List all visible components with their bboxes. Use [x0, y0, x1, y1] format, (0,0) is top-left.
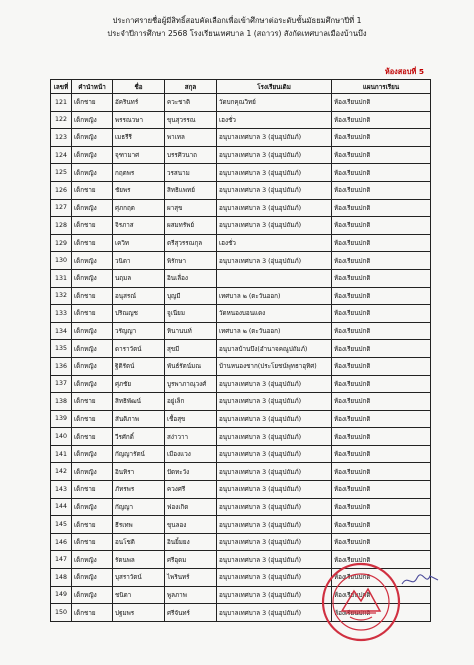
table-row [51, 516, 431, 534]
table-cell: อนุบาลเทศบาล 3 (อุ่นอุปถัมภ์) [217, 146, 332, 164]
column-header: โรงเรียนเดิม [217, 80, 332, 94]
table-cell: กัญญา [113, 498, 165, 516]
table-cell: เด็กชาย [72, 481, 113, 499]
table-row [51, 181, 431, 199]
table-cell: ห้องเรียนปกติ [332, 533, 431, 551]
table-cell: บุญมี [165, 287, 217, 305]
table-cell: เด็กหญิง [72, 164, 113, 182]
table-cell: หินานนท์ [165, 322, 217, 340]
table-cell: ภัทรพร [113, 481, 165, 499]
table-cell: อยู่เล็ก [165, 393, 217, 411]
table-row [51, 340, 431, 358]
table-cell: 138 [51, 393, 72, 411]
table-cell: ห้องเรียนปกติ [332, 340, 431, 358]
table-cell: 144 [51, 498, 72, 516]
table-cell: อนุสรณ์ [113, 287, 165, 305]
table-cell: ห้องเรียนปกติ [332, 375, 431, 393]
table-cell: เด็กชาย [72, 428, 113, 446]
table-cell: ห้องเรียนปกติ [332, 252, 431, 270]
table-row [51, 445, 431, 463]
table-cell: ห้องเรียนปกติ [332, 357, 431, 375]
column-header: ชื่อ [113, 80, 165, 94]
table-cell: 134 [51, 322, 72, 340]
table-cell: 131 [51, 269, 72, 287]
table-cell: ห้องเรียนปกติ [332, 181, 431, 199]
table-cell: อนุบาลเทศบาล 3 (อุ่นอุปถัมภ์) [217, 498, 332, 516]
table-cell: 148 [51, 569, 72, 587]
table-cell: เด็กหญิง [72, 322, 113, 340]
table-cell: วรสนาม [165, 164, 217, 182]
table-cell: อนุบาลเทศบาล 3 (อุ่นอุปถัมภ์) [217, 375, 332, 393]
table-cell: ควะชาติ [165, 94, 217, 112]
table-cell: ขุนสุวรรณ [165, 111, 217, 129]
table-row [51, 111, 431, 129]
table-cell: สิทธิแพทย์ [165, 181, 217, 199]
table-cell: ปริณญช [113, 305, 165, 323]
table-cell: เฮงชั่ว [217, 234, 332, 252]
table-cell: 127 [51, 199, 72, 217]
table-cell: ห้องเรียนปกติ [332, 199, 431, 217]
table-row [51, 375, 431, 393]
table-cell: อนุบาลบ้านบึง(อำนาจคณูปถัมภ์) [217, 340, 332, 358]
table-cell: เด็กหญิง [72, 146, 113, 164]
table-cell: 128 [51, 217, 72, 235]
table-cell: อนุบาลเทศบาล 3 (อุ่นอุปถัมภ์) [217, 481, 332, 499]
table-cell: 147 [51, 551, 72, 569]
table-cell: พันธ์รัตน์มณ [165, 357, 217, 375]
table-cell: ไพรินทร์ [165, 569, 217, 587]
table-cell: 146 [51, 533, 72, 551]
header-line-2: ประจำปีการศึกษา 2568 โรงเรียนเทศบาล 1 (สถาวร) สังกัดเทศบาลเมืองบ้านบึง [107, 29, 367, 38]
table-cell: อนุบาลเทศบาล 3 (อุ่นอุปถัมภ์) [217, 604, 332, 622]
table-cell: 150 [51, 604, 72, 622]
table-cell: เชื้อสุข [165, 410, 217, 428]
table-header-row [51, 80, 431, 94]
table-cell: ผาสุข [165, 199, 217, 217]
table-cell: ห้องเรียนปกติ [332, 269, 431, 287]
table-cell: เด็กชาย [72, 181, 113, 199]
table-cell: สันติภาพ [113, 410, 165, 428]
table-cell: อนุบาลเทศบาล 3 (อุ่นอุปถัมภ์) [217, 445, 332, 463]
table-cell: เด็กหญิง [72, 111, 113, 129]
table-cell: 135 [51, 340, 72, 358]
table-cell: อนุบาลเทศบาล 3 (อุ่นอุปถัมภ์) [217, 252, 332, 270]
table-cell: เฮงชั่ว [217, 111, 332, 129]
table-cell: เด็กชาย [72, 533, 113, 551]
table-cell: ห้องเรียนปกติ [332, 94, 431, 112]
table-cell: สง่าวาา [165, 428, 217, 446]
table-cell: อนุบาลเทศบาล 3 (อุ่นอุปถัมภ์) [217, 129, 332, 147]
table-row [51, 498, 431, 516]
table-cell: ดาราวัตน์ [113, 340, 165, 358]
table-cell: ควงศรี [165, 481, 217, 499]
table-cell: อนุบาลเทศบาล 3 (อุ่นอุปถัมภ์) [217, 181, 332, 199]
table-cell: วัดหนองบอนแดง [217, 305, 332, 323]
table-cell: เด็กหญิง [72, 569, 113, 587]
column-header: สกุล [165, 80, 217, 94]
table-cell: เด็กหญิง [72, 252, 113, 270]
table-cell: ห้องเรียนปกติ [332, 305, 431, 323]
table-cell: เทศบาล ๒ (ตะวันออก) [217, 322, 332, 340]
table-row [51, 94, 431, 112]
table-cell: อินเลื่อง [165, 269, 217, 287]
table-cell: เด็กหญิง [72, 586, 113, 604]
table-row [51, 234, 431, 252]
table-cell: ห้องเรียนปกติ [332, 234, 431, 252]
table-cell: เด็กชาย [72, 287, 113, 305]
table-cell: เด็กหญิง [72, 498, 113, 516]
table-cell: ศรีอุดม [165, 551, 217, 569]
table-cell: ห้องเรียนปกติ [332, 410, 431, 428]
table-cell: วนิดา [113, 252, 165, 270]
table-cell: วัดบกคุณวิทย์ [217, 94, 332, 112]
table-cell: เมธรีรี [113, 129, 165, 147]
table-cell: 121 [51, 94, 72, 112]
table-cell: เควิท [113, 234, 165, 252]
table-cell: วีรศักดิ์ [113, 428, 165, 446]
table-cell: อนุบาลเทศบาล 3 (อุ่นอุปถัมภ์) [217, 217, 332, 235]
table-cell: เด็กหญิง [72, 269, 113, 287]
student-table [50, 79, 431, 622]
table-cell: พรรณวษา [113, 111, 165, 129]
signature-mark [400, 570, 440, 590]
table-cell: เด็กชาย [72, 305, 113, 323]
table-cell: ปฐมพร [113, 604, 165, 622]
table-row [51, 269, 431, 287]
table-cell: ห้องเรียนปกติ [332, 129, 431, 147]
table-cell: พิรักษา [165, 252, 217, 270]
table-cell: เด็กหญิง [72, 463, 113, 481]
table-cell: ห้องเรียนปกติ [332, 428, 431, 446]
column-header: เลขที่ [51, 80, 72, 94]
table-cell: ขุนลอง [165, 516, 217, 534]
table-cell: อนุบาลเทศบาล 3 (อุ่นอุปถัมภ์) [217, 199, 332, 217]
table-cell: เด็กชาย [72, 94, 113, 112]
table-cell: รัตนพล [113, 551, 165, 569]
table-cell: 130 [51, 252, 72, 270]
table-cell: อนุบาลเทศบาล 3 (อุ่นอุปถัมภ์) [217, 393, 332, 411]
table-cell: จิรภาส [113, 217, 165, 235]
table-cell: ชนิดา [113, 586, 165, 604]
table-cell: ห้องเรียนปกติ [332, 322, 431, 340]
room-label: ห้องสอบที่ 5 [384, 67, 424, 76]
table-row [51, 305, 431, 323]
table-cell: ศุภกฤต [113, 199, 165, 217]
table-cell: 141 [51, 445, 72, 463]
table-row [51, 287, 431, 305]
table-cell: 142 [51, 463, 72, 481]
table-cell: ห้องเรียนปกติ [332, 481, 431, 499]
table-cell: พูลภาพ [165, 586, 217, 604]
table-cell: ผสมทรัพย์ [165, 217, 217, 235]
table-cell: จูเนียม [165, 305, 217, 323]
table-cell: อินยิ้มยง [165, 533, 217, 551]
table-cell: เด็กชาย [72, 516, 113, 534]
table-cell: วรัญญา [113, 322, 165, 340]
table-cell: อนุบาลเทศบาล 3 (อุ่นอุปถัมภ์) [217, 428, 332, 446]
table-cell: เด็กชาย [72, 234, 113, 252]
table-cell [217, 269, 332, 287]
table-cell: ห้องเรียนปกติ [332, 516, 431, 534]
table-cell: เทศบาล ๒ (ตะวันออก) [217, 287, 332, 305]
table-cell: ห้องเรียนปกติ [332, 586, 431, 604]
table-cell: อนุบาลเทศบาล 3 (อุ่นอุปถัมภ์) [217, 533, 332, 551]
table-cell: 145 [51, 516, 72, 534]
table-cell: เด็กหญิง [72, 199, 113, 217]
column-header: คำนำหน้า [72, 80, 113, 94]
table-cell: 124 [51, 146, 72, 164]
table-cell: เด็กหญิง [72, 551, 113, 569]
header-line-1: ประกาศรายชื่อผู้มีสิทธิ์สอบคัดเลือกเพื่อเข้าศึกษาต่อระดับชั้นมัธยมศึกษาปีที่ 1 [112, 16, 362, 25]
table-cell: 126 [51, 181, 72, 199]
table-cell: ห้องเรียนปกติ [332, 604, 431, 622]
table-row [51, 129, 431, 147]
table-cell: 122 [51, 111, 72, 129]
table-cell: 123 [51, 129, 72, 147]
table-cell: ห้องเรียนปกติ [332, 569, 431, 587]
table-cell: ปัดทะวัง [165, 463, 217, 481]
table-row [51, 146, 431, 164]
table-cell: ห้องเรียนปกติ [332, 551, 431, 569]
table-cell: ห้องเรียนปกติ [332, 146, 431, 164]
table-cell: 149 [51, 586, 72, 604]
table-cell: อนโชติ [113, 533, 165, 551]
table-row [51, 463, 431, 481]
table-cell: ฟองเกิด [165, 498, 217, 516]
table-cell: นฤมล [113, 269, 165, 287]
table-row [51, 322, 431, 340]
table-cell: เด็กหญิง [72, 129, 113, 147]
table-cell: เด็กชาย [72, 217, 113, 235]
table-row [51, 252, 431, 270]
column-header: แผนการเรียน [332, 80, 431, 94]
table-cell: ห้องเรียนปกติ [332, 111, 431, 129]
table-cell: 125 [51, 164, 72, 182]
table-cell: ตรีสุวรรณกุล [165, 234, 217, 252]
table-cell: เด็กชาย [72, 604, 113, 622]
table-cell: กัญญารัตน์ [113, 445, 165, 463]
table-cell: บรรศิวนาถ [165, 146, 217, 164]
table-body [51, 94, 431, 622]
table-row [51, 357, 431, 375]
table-cell: 136 [51, 357, 72, 375]
table-cell: พาเทล [165, 129, 217, 147]
table-cell: เด็กหญิง [72, 340, 113, 358]
table-cell: อินทิรา [113, 463, 165, 481]
table-cell: 137 [51, 375, 72, 393]
table-cell: ชัยพร [113, 181, 165, 199]
table-cell: อนุบาลเทศบาล 3 (อุ่นอุปถัมภ์) [217, 586, 332, 604]
table-cell: ห้องเรียนปกติ [332, 287, 431, 305]
table-row [51, 217, 431, 235]
table-row [51, 481, 431, 499]
table-cell: อนุบาลเทศบาล 3 (อุ่นอุปถัมภ์) [217, 569, 332, 587]
table-cell: สุขมี [165, 340, 217, 358]
table-cell: อัครินทร์ [113, 94, 165, 112]
table-cell: จุฑามาศ [113, 146, 165, 164]
table-cell: ธีรเทพ [113, 516, 165, 534]
table-cell: เด็กชาย [72, 410, 113, 428]
table-cell: ฐิติรัตน์ [113, 357, 165, 375]
table-cell: เมืองแวง [165, 445, 217, 463]
table-row [51, 393, 431, 411]
table-cell: อนุบาลเทศบาล 3 (อุ่นอุปถัมภ์) [217, 410, 332, 428]
table-cell: ศุภชัย [113, 375, 165, 393]
table-cell: เด็กชาย [72, 393, 113, 411]
table-cell: 129 [51, 234, 72, 252]
table-cell: อนุบาลเทศบาล 3 (อุ่นอุปถัมภ์) [217, 164, 332, 182]
table-cell: ห้องเรียนปกติ [332, 393, 431, 411]
table-cell: 139 [51, 410, 72, 428]
table-cell: สิทธิพัฒน์ [113, 393, 165, 411]
table-cell: 133 [51, 305, 72, 323]
table-cell: 140 [51, 428, 72, 446]
table-cell: บ้านหนองชาก(ประโยชน์พุทธาอุทิศ) [217, 357, 332, 375]
table-cell: ห้องเรียนปกติ [332, 164, 431, 182]
document-header [0, 14, 474, 40]
table-cell: กฤตพร [113, 164, 165, 182]
table-row [51, 164, 431, 182]
table-cell: อนุบาลเทศบาล 3 (อุ่นอุปถัมภ์) [217, 551, 332, 569]
table-cell: อนุบาลเทศบาล 3 (อุ่นอุปถัมภ์) [217, 516, 332, 534]
table-cell: ห้องเรียนปกติ [332, 498, 431, 516]
table-cell: ห้องเรียนปกติ [332, 463, 431, 481]
table-cell: บุสราวัตน์ [113, 569, 165, 587]
table-cell: เด็กหญิง [72, 375, 113, 393]
school-seal-icon [320, 561, 402, 643]
table-cell: อนุบาลเทศบาล 3 (อุ่นอุปถัมภ์) [217, 463, 332, 481]
table-cell: ห้องเรียนปกติ [332, 445, 431, 463]
table-cell: 143 [51, 481, 72, 499]
table-row [51, 533, 431, 551]
table-row [51, 410, 431, 428]
table-cell: ห้องเรียนปกติ [332, 217, 431, 235]
table-cell: เด็กหญิง [72, 445, 113, 463]
table-cell: ศรีจันทร์ [165, 604, 217, 622]
table-row [51, 428, 431, 446]
table-row [51, 199, 431, 217]
table-cell: เด็กหญิง [72, 357, 113, 375]
table-cell: บูรพาภาณุวงศ์ [165, 375, 217, 393]
table-cell: 132 [51, 287, 72, 305]
